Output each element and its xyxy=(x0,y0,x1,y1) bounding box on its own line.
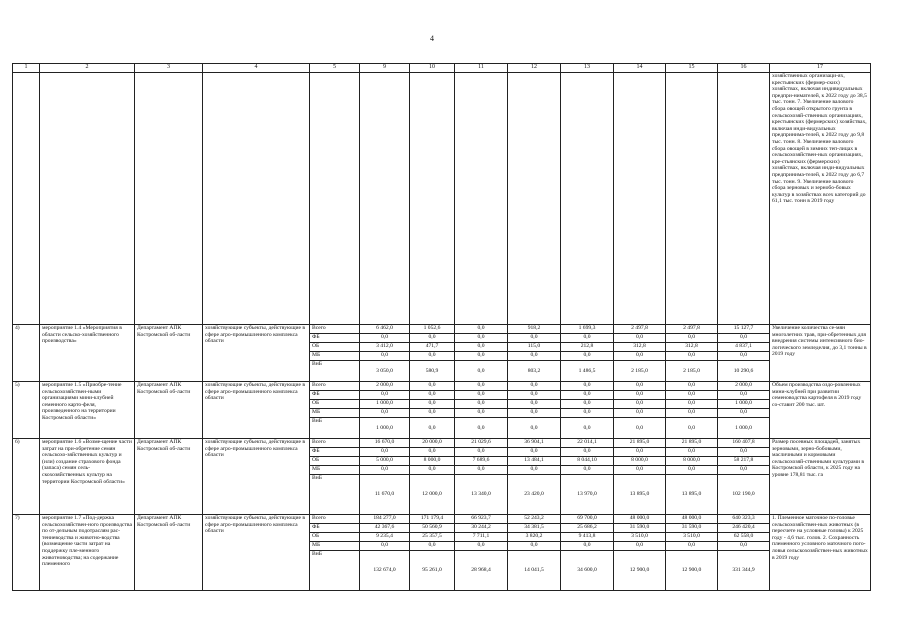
value-cell: 36 904,1 xyxy=(508,439,561,448)
value-cell: 0,0 xyxy=(455,400,508,409)
empty-cell xyxy=(614,73,666,325)
funding-source: ОБ xyxy=(310,457,360,466)
value-cell: 0,0 xyxy=(410,542,455,551)
value-cell: 0,0 xyxy=(614,391,666,400)
value-cell: 58 217,8 xyxy=(718,457,770,466)
value-cell: 0,0 xyxy=(455,542,508,551)
value-cell: 160 407,8 xyxy=(718,439,770,448)
value-cell: 0,0 xyxy=(718,391,770,400)
empty-cell xyxy=(561,73,614,325)
executor: Департамент АПК Костромской об-ласти xyxy=(135,439,203,515)
column-header: 1 xyxy=(13,64,40,73)
value-cell: 0,0 xyxy=(410,334,455,343)
measure-name: мероприятие 1.5 «Приобре-тение сельскохозяйствен-ными организациями мини-клубней семенного карто-феля, произведенного на территории Костромской области» xyxy=(40,382,135,439)
value-cell: 0,0 xyxy=(561,382,614,391)
value-cell: 2 497,8 xyxy=(666,325,718,334)
value-cell: 2 185,0 xyxy=(666,361,718,382)
value-cell: 22 014,1 xyxy=(561,439,614,448)
value-cell: 0,0 xyxy=(614,352,666,361)
value-cell: 312,8 xyxy=(614,343,666,352)
empty-cell xyxy=(666,73,718,325)
value-cell: 0,0 xyxy=(455,409,508,418)
value-cell: 50 560,9 xyxy=(410,524,455,533)
value-cell: 0,0 xyxy=(666,409,718,418)
value-cell: 0,0 xyxy=(614,466,666,475)
value-cell: 0,0 xyxy=(614,418,666,439)
value-cell: 0,0 xyxy=(508,352,561,361)
value-cell: 13 340,0 xyxy=(455,475,508,515)
value-cell: 0,0 xyxy=(360,352,410,361)
continuation-row xyxy=(13,73,871,325)
column-header: 2 xyxy=(40,64,135,73)
value-cell: 2 497,8 xyxy=(614,325,666,334)
column-header: 11 xyxy=(455,64,508,73)
value-cell: 312,8 xyxy=(666,343,718,352)
empty-cell xyxy=(718,73,770,325)
value-cell: 25 686,2 xyxy=(561,524,614,533)
value-cell: 21 895,0 xyxy=(666,439,718,448)
value-cell: 0,0 xyxy=(718,334,770,343)
funding-source: ВнБ xyxy=(310,475,360,515)
column-header: 16 xyxy=(718,64,770,73)
empty-cell xyxy=(135,73,203,325)
value-cell: 3 050,0 xyxy=(360,361,410,382)
executor: Департамент АПК Костромской об-ласти xyxy=(135,382,203,439)
value-cell: 8 044,10 xyxy=(561,457,614,466)
value-cell: 0,0 xyxy=(360,334,410,343)
value-cell: 9 235,4 xyxy=(360,533,410,542)
value-cell: 0,0 xyxy=(614,400,666,409)
value-cell: 0,0 xyxy=(455,334,508,343)
value-cell: 0,0 xyxy=(360,466,410,475)
value-cell: 8 000,0 xyxy=(666,457,718,466)
value-cell: 0,0 xyxy=(561,448,614,457)
value-cell: 14 041,5 xyxy=(508,551,561,591)
value-cell: 0,0 xyxy=(508,466,561,475)
value-cell: 20 000,0 xyxy=(410,439,455,448)
value-cell: 0,0 xyxy=(561,409,614,418)
value-cell: 0,0 xyxy=(666,382,718,391)
value-cell: 0,0 xyxy=(455,325,508,334)
value-cell: 0,0 xyxy=(508,391,561,400)
value-cell: 0,0 xyxy=(718,352,770,361)
column-header: 15 xyxy=(666,64,718,73)
funding-source: МБ xyxy=(310,409,360,418)
value-cell: 2 000,0 xyxy=(360,382,410,391)
value-cell: 0,0 xyxy=(718,466,770,475)
value-cell: 0,0 xyxy=(455,343,508,352)
value-cell: 0,0 xyxy=(508,382,561,391)
value-cell: 13 970,0 xyxy=(561,475,614,515)
participants: хозяйствующие субъекты, действующие в сфере агро-промышленного комплекса области xyxy=(203,382,310,439)
value-cell: 0,0 xyxy=(360,409,410,418)
value-cell: 5 000,0 xyxy=(360,457,410,466)
column-header: 14 xyxy=(614,64,666,73)
empty-cell xyxy=(310,73,360,325)
value-cell: 4 837,1 xyxy=(718,343,770,352)
column-header: 5 xyxy=(310,64,360,73)
value-cell: 1 000,0 xyxy=(718,400,770,409)
value-cell: 0,0 xyxy=(455,361,508,382)
result-text: Объем производства оздо-ровленных мини-клубней при развитии семеноводства картофеля в 2019 году со-ставит 200 тыс. шт. xyxy=(770,382,871,439)
value-cell: 0,0 xyxy=(455,391,508,400)
value-cell: 42 367,6 xyxy=(360,524,410,533)
value-cell: 8 000,0 xyxy=(410,457,455,466)
funding-source: МБ xyxy=(310,352,360,361)
value-cell: 0,0 xyxy=(508,409,561,418)
value-cell: 0,0 xyxy=(455,448,508,457)
row-number: 7) xyxy=(13,515,40,591)
value-cell: 13 484,1 xyxy=(508,457,561,466)
value-cell: 0,0 xyxy=(561,334,614,343)
value-cell: 0,0 xyxy=(666,391,718,400)
value-cell: 3 510,0 xyxy=(614,533,666,542)
value-cell: 0,0 xyxy=(410,409,455,418)
funding-source: ФБ xyxy=(310,524,360,533)
value-cell: 0,0 xyxy=(561,352,614,361)
value-cell: 0,0 xyxy=(410,418,455,439)
value-cell: 132 674,0 xyxy=(360,551,410,591)
value-cell: 1 000,0 xyxy=(360,400,410,409)
funding-source: ОБ xyxy=(310,343,360,352)
value-cell: 12 000,0 xyxy=(410,475,455,515)
value-cell: 0,0 xyxy=(718,409,770,418)
value-cell: 0,0 xyxy=(508,448,561,457)
value-cell: 31 590,0 xyxy=(666,524,718,533)
value-cell: 13 895,0 xyxy=(666,475,718,515)
value-cell: 1 000,0 xyxy=(718,418,770,439)
value-cell: 246 420,4 xyxy=(718,524,770,533)
value-cell: 0,0 xyxy=(455,382,508,391)
participants: хозяйствующие субъекты, действующие в сфере агро-промышленного комплекса области xyxy=(203,515,310,591)
value-cell: 23 420,0 xyxy=(508,475,561,515)
value-cell: 12 900,0 xyxy=(666,551,718,591)
value-cell: 0,0 xyxy=(508,418,561,439)
value-cell: 0,0 xyxy=(410,391,455,400)
column-header: 13 xyxy=(561,64,614,73)
value-cell: 6 462,0 xyxy=(360,325,410,334)
value-cell: 212,8 xyxy=(561,343,614,352)
funding-source: ФБ xyxy=(310,391,360,400)
value-cell: 48 000,0 xyxy=(666,515,718,524)
funding-source: Всего xyxy=(310,382,360,391)
measure-name: мероприятие 1.6 «Возме-щение части затрат на при-обретение семян сельскохо-зяйственных культур и (или) создание страхового фонда (запаса) семян сель-скохозяйственных культур на территории Костромской области» xyxy=(40,439,135,515)
value-cell: 69 700,0 xyxy=(561,515,614,524)
value-cell: 0,0 xyxy=(718,542,770,551)
value-cell: 30 244,2 xyxy=(455,524,508,533)
value-cell: 16 670,0 xyxy=(360,439,410,448)
funding-source: Всего xyxy=(310,325,360,334)
value-cell: 21 029,6 xyxy=(455,439,508,448)
funding-source: МБ xyxy=(310,466,360,475)
table-row xyxy=(13,515,871,524)
value-cell: 0,0 xyxy=(614,409,666,418)
value-cell: 10 290,6 xyxy=(718,361,770,382)
value-cell: 0,0 xyxy=(614,542,666,551)
value-cell: 0,0 xyxy=(410,352,455,361)
column-header: 10 xyxy=(410,64,455,73)
value-cell: 0,0 xyxy=(666,334,718,343)
funding-source: Всего xyxy=(310,439,360,448)
value-cell: 0,0 xyxy=(666,466,718,475)
value-cell: 0,0 xyxy=(360,448,410,457)
value-cell: 0,0 xyxy=(718,448,770,457)
funding-source: ВнБ xyxy=(310,418,360,439)
table-row xyxy=(13,439,871,448)
value-cell: 3 820,2 xyxy=(508,533,561,542)
result-text: Размер посевных площадей, занятых зерновыми, зерно-бобовыми, масличными и кормовыми сельскохозяй-ственными культурами в Костромской области, к 2025 году на уровне 178,81 тыс. га xyxy=(770,439,871,515)
empty-cell xyxy=(203,73,310,325)
funding-source: ФБ xyxy=(310,448,360,457)
funding-source: ОБ xyxy=(310,400,360,409)
value-cell: 471,7 xyxy=(410,343,455,352)
value-cell: 331 344,9 xyxy=(718,551,770,591)
measure-name: мероприятие 1.4 «Мероприятия в области сельско-хозяйственного производства» xyxy=(40,325,135,382)
measure-name: мероприятие 1.7 «Под-держка сельскохозяйствен-ного производства по от-дельным подотраслям рас-тениеводства и животно-водства (возмещение части затрат на поддержку пле-менного животноводства; на содержание племенного xyxy=(40,515,135,591)
value-cell: 34 381,5 xyxy=(508,524,561,533)
value-cell: 0,0 xyxy=(455,352,508,361)
value-cell: 0,0 xyxy=(455,418,508,439)
funding-source: ОБ xyxy=(310,533,360,542)
value-cell: 0,0 xyxy=(410,400,455,409)
value-cell: 0,0 xyxy=(561,391,614,400)
value-cell: 0,0 xyxy=(410,466,455,475)
column-header: 4 xyxy=(203,64,310,73)
column-header: 12 xyxy=(508,64,561,73)
empty-cell xyxy=(508,73,561,325)
column-header: 3 xyxy=(135,64,203,73)
participants: хозяйствующие субъекты, действующие в сфере агро-промышленного комплекса области xyxy=(203,439,310,515)
value-cell: 34 600,0 xyxy=(561,551,614,591)
column-header: 17 xyxy=(770,64,871,73)
value-cell: 8 000,0 xyxy=(614,457,666,466)
value-cell: 0,0 xyxy=(360,391,410,400)
funding-source: Всего xyxy=(310,515,360,524)
value-cell: 31 590,0 xyxy=(614,524,666,533)
table-row xyxy=(13,325,871,334)
funding-source: МБ xyxy=(310,542,360,551)
value-cell: 803,2 xyxy=(508,361,561,382)
value-cell: 918,2 xyxy=(508,325,561,334)
value-cell: 102 190,0 xyxy=(718,475,770,515)
value-cell: 1 486,5 xyxy=(561,361,614,382)
empty-cell xyxy=(410,73,455,325)
column-header: 9 xyxy=(360,64,410,73)
value-cell: 1 000,0 xyxy=(360,418,410,439)
funding-source: ВнБ xyxy=(310,361,360,382)
result-text: Увеличение количества се-мян многолетних трав, при-обретенных для внедрения системы интенсивного био-логического земледелия, до 3,1 тонны в 2019 году xyxy=(770,325,871,382)
value-cell: 0,0 xyxy=(614,382,666,391)
empty-cell xyxy=(360,73,410,325)
value-cell: 28 968,4 xyxy=(455,551,508,591)
value-cell: 0,0 xyxy=(410,448,455,457)
row-number: 5) xyxy=(13,382,40,439)
value-cell: 62 558,0 xyxy=(718,533,770,542)
value-cell: 0,0 xyxy=(561,400,614,409)
value-cell: 21 895,0 xyxy=(614,439,666,448)
value-cell: 11 670,0 xyxy=(360,475,410,515)
result-text: 1. Племенное маточное по-головье сельскохозяйствен-ных животных (в пересчете на условные головы) к 2025 году - 4,6 тыс. голов. 2. Сохранность племенного условного маточного пого-ловья сельскохозяйствен-ных животных в 2019 году xyxy=(770,515,871,591)
executor: Департамент АПК Костромской об-ласти xyxy=(135,325,203,382)
value-cell: 0,0 xyxy=(614,334,666,343)
result-text: хозяйственных организаци-ях, крестьянских (фермер-ских) хозяйствах, включая индивидуальных предпри-нимателей, к 2022 году до 38,5 тыс. тонн. 7. Увеличение валового сбора овощей открытого грунта в сельскохозяй-ственных организациях, крестьянских (фермерских) хозяйствах, включая инди-видуальных предпринима-телей, к 2022 году до 9,8 тыс. тонн. 8. Увеличение валового сбора овощей в зимних теп-лицах в сельскохозяйствен-ных организациях, кре-стьянских (фермерских) хозяйствах, включая инди-видуальных предпринима-телей, к 2022 году до 6,7 тыс. тонн. 9. Увеличение валового сбора зерновых и зернобо-бовых культур в хозяйствах всех категорий до 61,1 тыс. тонн в 2019 году xyxy=(770,73,871,325)
value-cell: 66 923,7 xyxy=(455,515,508,524)
funding-source: ВнБ xyxy=(310,551,360,591)
value-cell: 25 357,5 xyxy=(410,533,455,542)
header-row xyxy=(13,64,871,73)
empty-cell xyxy=(40,73,135,325)
value-cell: 52 243,2 xyxy=(508,515,561,524)
funding-source: ФБ xyxy=(310,334,360,343)
value-cell: 0,0 xyxy=(410,382,455,391)
value-cell: 0,0 xyxy=(561,466,614,475)
value-cell: 580,9 xyxy=(410,361,455,382)
value-cell: 0,0 xyxy=(614,448,666,457)
value-cell: 48 000,0 xyxy=(614,515,666,524)
program-table xyxy=(12,63,871,591)
value-cell: 640 323,3 xyxy=(718,515,770,524)
value-cell: 0,0 xyxy=(561,418,614,439)
value-cell: 12 900,0 xyxy=(614,551,666,591)
empty-cell xyxy=(13,73,40,325)
value-cell: 0,0 xyxy=(666,448,718,457)
value-cell: 0,0 xyxy=(666,352,718,361)
row-number: 6) xyxy=(13,439,40,515)
value-cell: 2 000,0 xyxy=(718,382,770,391)
value-cell: 171 179,4 xyxy=(410,515,455,524)
value-cell: 0,0 xyxy=(508,542,561,551)
value-cell: 15 127,7 xyxy=(718,325,770,334)
value-cell: 0,0 xyxy=(666,418,718,439)
value-cell: 1 052,6 xyxy=(410,325,455,334)
value-cell: 7 689,6 xyxy=(455,457,508,466)
value-cell: 95 261,0 xyxy=(410,551,455,591)
value-cell: 13 895,0 xyxy=(614,475,666,515)
value-cell: 184 277,0 xyxy=(360,515,410,524)
value-cell: 0,0 xyxy=(455,466,508,475)
value-cell: 9 413,8 xyxy=(561,533,614,542)
value-cell: 0,0 xyxy=(508,400,561,409)
executor: Департамент АПК Костромской об-ласти xyxy=(135,515,203,591)
value-cell: 3 412,0 xyxy=(360,343,410,352)
value-cell: 2 185,0 xyxy=(614,361,666,382)
value-cell: 0,0 xyxy=(360,542,410,551)
row-number: 4) xyxy=(13,325,40,382)
value-cell: 0,0 xyxy=(508,334,561,343)
page-number: 4 xyxy=(430,34,434,43)
participants: хозяйствующие субъекты, действующие в сфере агро-промышленного комплекса области xyxy=(203,325,310,382)
table-row xyxy=(13,382,871,391)
value-cell: 0,0 xyxy=(666,400,718,409)
value-cell: 115,0 xyxy=(508,343,561,352)
empty-cell xyxy=(455,73,508,325)
value-cell: 3 510,0 xyxy=(666,533,718,542)
value-cell: 7 711,1 xyxy=(455,533,508,542)
value-cell: 0,0 xyxy=(561,542,614,551)
value-cell: 0,0 xyxy=(666,542,718,551)
value-cell: 1 699,3 xyxy=(561,325,614,334)
